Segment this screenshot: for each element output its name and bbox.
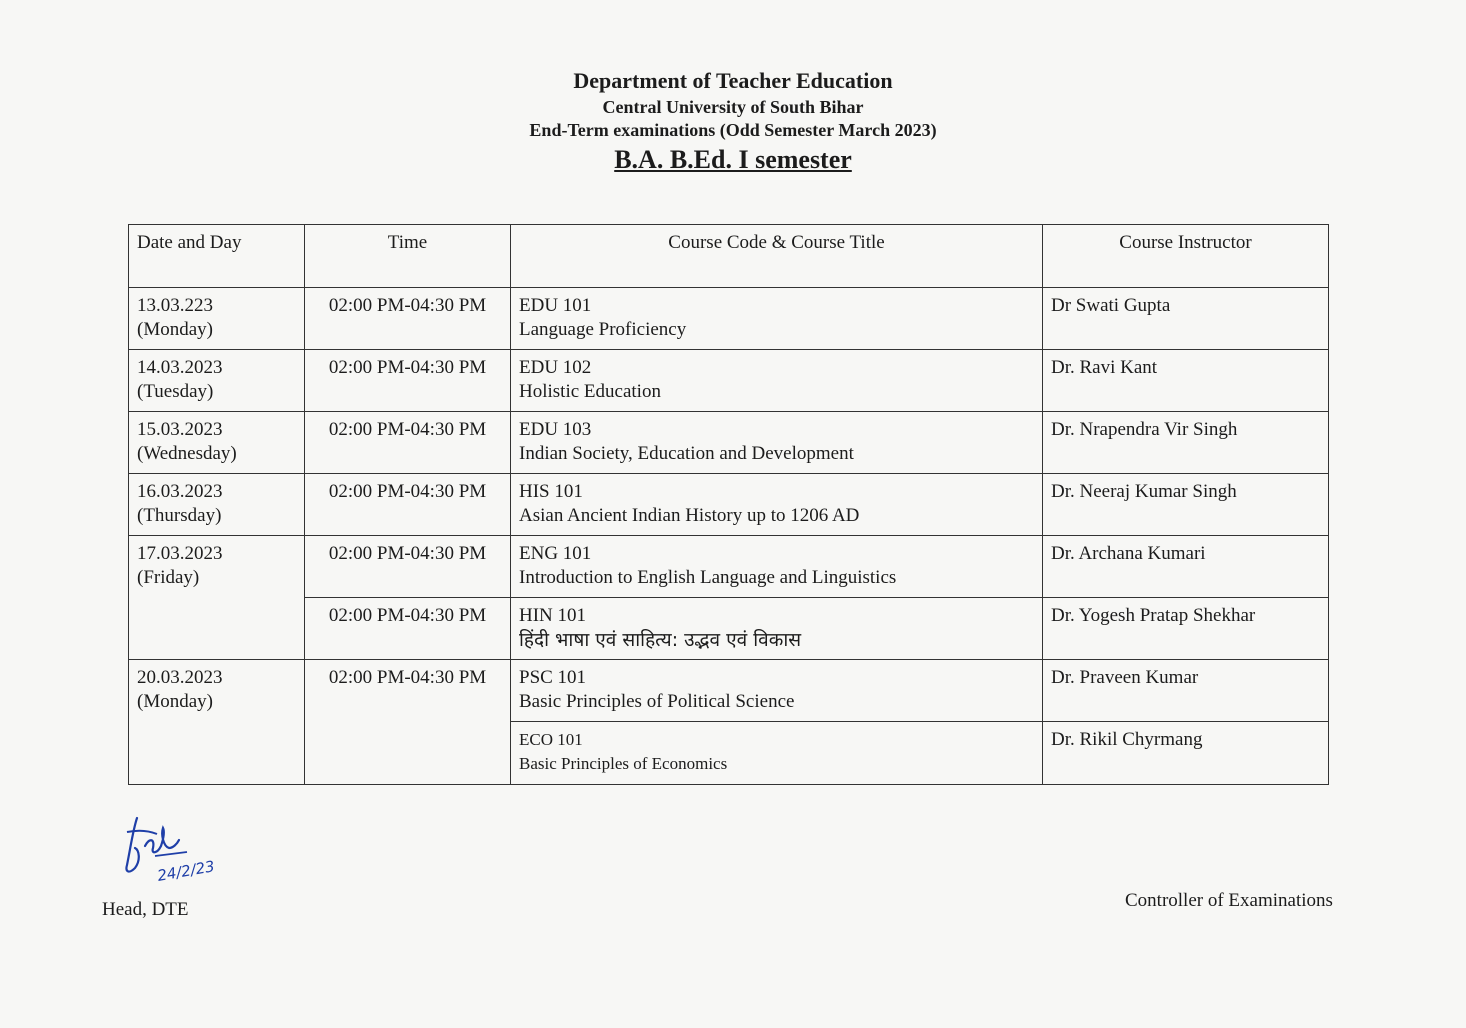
course-title: Holistic Education: [519, 381, 661, 402]
course-code: EDU 102: [519, 357, 592, 378]
svg-text:24/2/23: 24/2/23: [155, 857, 216, 885]
course-title: Basic Principles of Economics: [519, 754, 728, 773]
exam-date: 13.03.223: [137, 295, 213, 316]
course-title: Introduction to English Language and Linguistics: [519, 567, 897, 588]
instructor-cell: Dr. Ravi Kant: [1043, 350, 1329, 412]
course-code: HIS 101: [519, 481, 583, 502]
university-heading: Central University of South Bihar: [602, 97, 864, 117]
course-code: HIN 101: [519, 605, 587, 626]
exam-date: 14.03.2023: [137, 357, 223, 378]
course-code: EDU 101: [519, 295, 592, 316]
instructor-cell: Dr. Yogesh Pratap Shekhar: [1043, 598, 1329, 660]
col-header-date: Date and Day: [129, 225, 305, 288]
instructor-cell: Dr. Praveen Kumar: [1043, 660, 1329, 722]
date-cell: [129, 412, 305, 474]
date-cell: [129, 660, 305, 785]
exam-date: 17.03.2023: [137, 543, 223, 564]
table-row: [129, 350, 1329, 412]
date-cell: [129, 536, 305, 660]
controller-label: Controller of Examinations: [1125, 890, 1333, 911]
time-cell: 02:00 PM-04:30 PM: [305, 350, 511, 412]
table-row: [129, 660, 1329, 722]
course-cell: [511, 722, 1043, 785]
department-heading: Department of Teacher Education: [573, 68, 893, 93]
course-title: Asian Ancient Indian History up to 1206 AD: [519, 505, 860, 526]
table-row: [129, 474, 1329, 536]
date-cell: [129, 288, 305, 350]
course-cell: [511, 350, 1043, 412]
course-code: ENG 101: [519, 543, 592, 564]
programme-heading: B.A. B.Ed. I semester: [614, 145, 852, 174]
col-header-time: Time: [305, 225, 511, 288]
date-cell: [129, 474, 305, 536]
exam-day: (Monday): [137, 319, 213, 340]
course-cell: [511, 412, 1043, 474]
table-header-row: [129, 225, 1329, 288]
exam-schedule-table: [128, 224, 1329, 785]
exam-date: 15.03.2023: [137, 419, 223, 440]
course-cell: [511, 474, 1043, 536]
table-row: [129, 412, 1329, 474]
col-header-course: Course Code & Course Title: [511, 225, 1043, 288]
exam-date: 20.03.2023: [137, 667, 223, 688]
course-title: Basic Principles of Political Science: [519, 691, 795, 712]
instructor-cell: Dr. Neeraj Kumar Singh: [1043, 474, 1329, 536]
course-code: PSC 101: [519, 667, 587, 688]
course-code: ECO 101: [519, 730, 583, 749]
table-row: [129, 598, 1329, 660]
time-cell: 02:00 PM-04:30 PM: [305, 660, 511, 785]
time-cell: 02:00 PM-04:30 PM: [305, 412, 511, 474]
time-cell: 02:00 PM-04:30 PM: [305, 474, 511, 536]
table-row: [129, 288, 1329, 350]
exam-day: (Tuesday): [137, 381, 214, 402]
course-code: EDU 103: [519, 419, 592, 440]
exam-day: (Monday): [137, 691, 213, 712]
exam-day: (Thursday): [137, 505, 222, 526]
course-title: Indian Society, Education and Development: [519, 443, 854, 464]
course-cell: [511, 288, 1043, 350]
instructor-cell: Dr. Rikil Chyrmang: [1043, 722, 1329, 785]
exam-day: (Friday): [137, 567, 200, 588]
exam-date: 16.03.2023: [137, 481, 223, 502]
course-title: Language Proficiency: [519, 319, 687, 340]
time-cell: 02:00 PM-04:30 PM: [305, 598, 511, 660]
course-title-hindi: हिंदी भाषा एवं साहित्य: उद्भव एवं विकास: [519, 629, 802, 651]
exam-day: (Wednesday): [137, 443, 237, 464]
instructor-cell: Dr. Nrapendra Vir Singh: [1043, 412, 1329, 474]
course-cell: [511, 536, 1043, 598]
course-cell: [511, 598, 1043, 660]
course-cell: [511, 660, 1043, 722]
instructor-cell: Dr Swati Gupta: [1043, 288, 1329, 350]
exam-heading: End-Term examinations (Odd Semester March 2023): [529, 120, 937, 140]
head-label: Head, DTE: [102, 899, 189, 920]
time-cell: 02:00 PM-04:30 PM: [305, 536, 511, 598]
head-signature: [115, 810, 235, 890]
instructor-cell: Dr. Archana Kumari: [1043, 536, 1329, 598]
time-cell: 02:00 PM-04:30 PM: [305, 288, 511, 350]
date-cell: [129, 350, 305, 412]
col-header-instructor: Course Instructor: [1043, 225, 1329, 288]
table-row: [129, 536, 1329, 598]
